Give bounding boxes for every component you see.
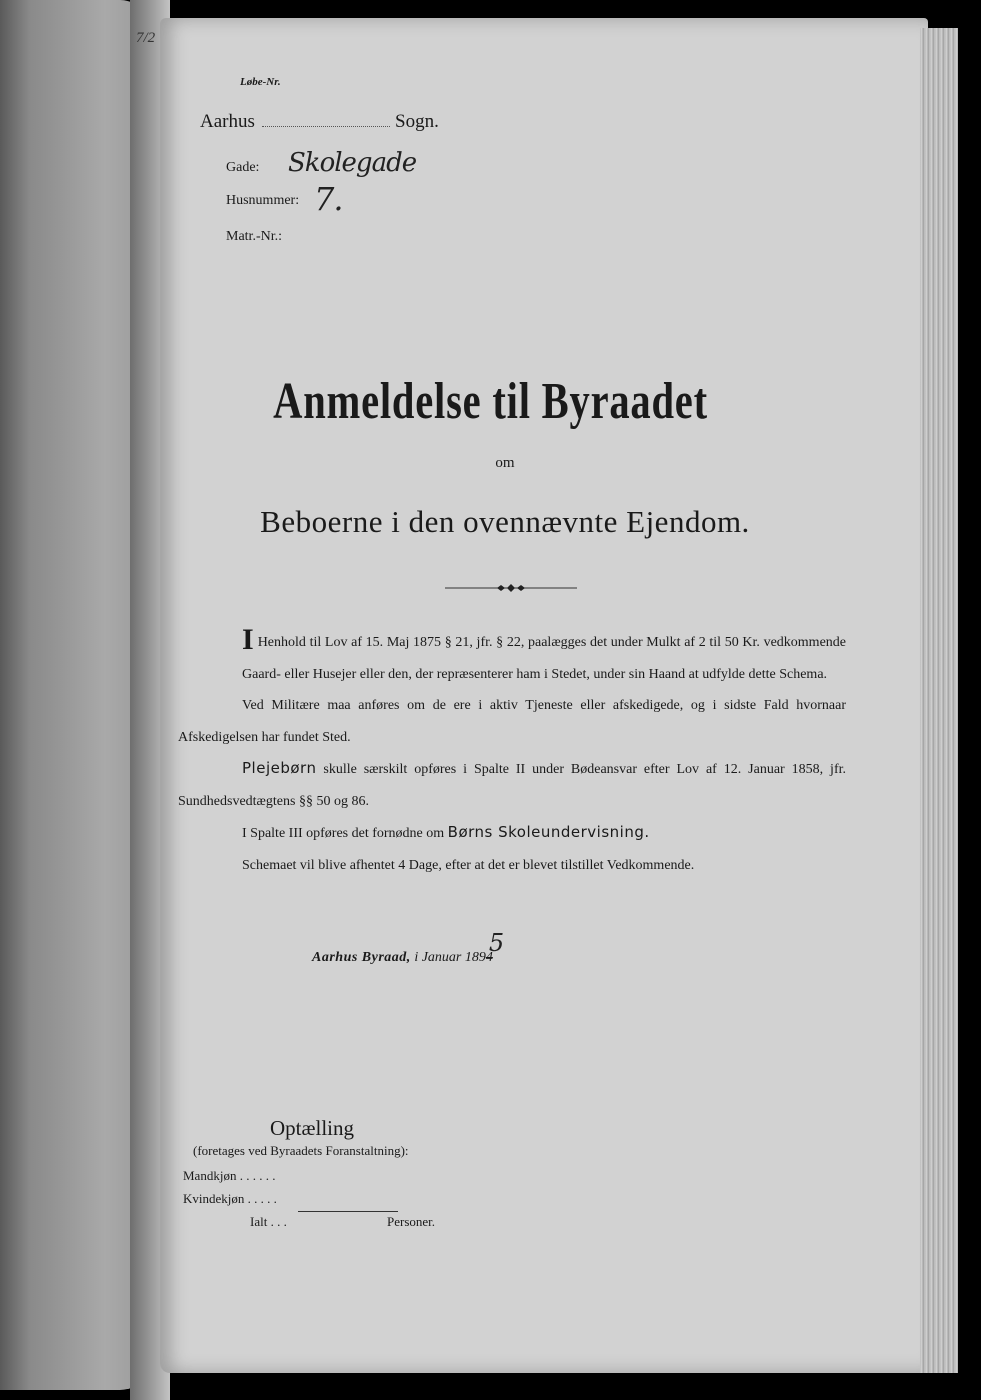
instruction-paragraph-5: Schemaet vil blive afhentet 4 Dage, efter at det er blevet tilstillet Vedkommende.	[242, 857, 695, 873]
signature-org: Aarhus Byraad,	[312, 950, 411, 965]
sum-line	[298, 1211, 398, 1212]
husnummer-label: Husnummer:	[226, 193, 300, 208]
matr-nr-label: Matr.-Nr.:	[226, 229, 282, 244]
gade-handwritten-value: Skolegade	[288, 148, 417, 178]
struck-year-digit: 4	[485, 950, 493, 965]
document-subtitle: Beboerne i den ovennævnte Ejendom.	[260, 504, 750, 539]
ialt-label: Ialt . . .	[250, 1214, 287, 1229]
instruction-paragraph-4	[178, 817, 846, 850]
personer-label: Personer.	[387, 1214, 436, 1229]
count-subtitle: (foretages ved Byraadets Foranstaltning):	[193, 1143, 409, 1158]
kvindekjon-label: Kvindekjøn . . . . .	[183, 1191, 277, 1206]
count-title: Optælling	[270, 1116, 355, 1140]
gade-label: Gade:	[226, 160, 260, 175]
ornament-divider-icon	[445, 582, 577, 594]
sogn-label: Sogn.	[395, 111, 439, 132]
instructions-body	[178, 624, 846, 881]
husnummer-handwritten-value: 7.	[314, 180, 343, 218]
instruction-text-1: Henhold til Lov af 15. Maj 1875 § 21, jfr. § 22, paalægges det under Mulkt af 2 til 50 Kr. vedkommende Gaard- eller Husejer eller den, der repræsenterer ham i Stedet, under sin Haand at udfylde dette Schema.	[242, 635, 846, 682]
left-page-edge	[0, 0, 150, 1390]
instruction-paragraph-1	[178, 624, 846, 690]
instruction-text-3: skulle særskilt opføres i Spalte II under Bødeansvar efter Lov af 12. Januar 1858, jfr. Sundhedsvedtægtens §§ 50 og 86.	[178, 762, 846, 809]
signature-line	[312, 929, 507, 967]
corner-reference: 7/2	[136, 30, 156, 46]
mandkjon-label: Mandkjøn . . . . . .	[183, 1168, 276, 1183]
document-title: Anmeldelse til Byraadet	[273, 373, 708, 430]
drop-cap: I	[242, 623, 254, 656]
plejeborn-highlight: Plejebørn	[242, 759, 317, 777]
instruction-paragraph-3	[178, 753, 846, 817]
parish-city: Aarhus	[200, 111, 255, 132]
page-stack-edges	[920, 28, 958, 1373]
instruction-text-4: I Spalte III opføres det fornødne om	[242, 826, 445, 841]
handwritten-year-digit: 5	[488, 929, 504, 957]
lobe-nr-label: Løbe-Nr.	[240, 76, 281, 88]
skoleundervisning-highlight: Børns Skoleundervisning.	[447, 823, 650, 841]
title-connector: om	[495, 455, 515, 471]
instruction-paragraph-2: Ved Militære maa anføres om de ere i aktiv Tjeneste eller afskedigede, og i sidste Fald hvornaar Afskedigelsen har fundet Sted.	[178, 698, 846, 745]
signature-date: i Januar 189	[414, 950, 486, 965]
parish-dotted-line	[262, 126, 390, 127]
